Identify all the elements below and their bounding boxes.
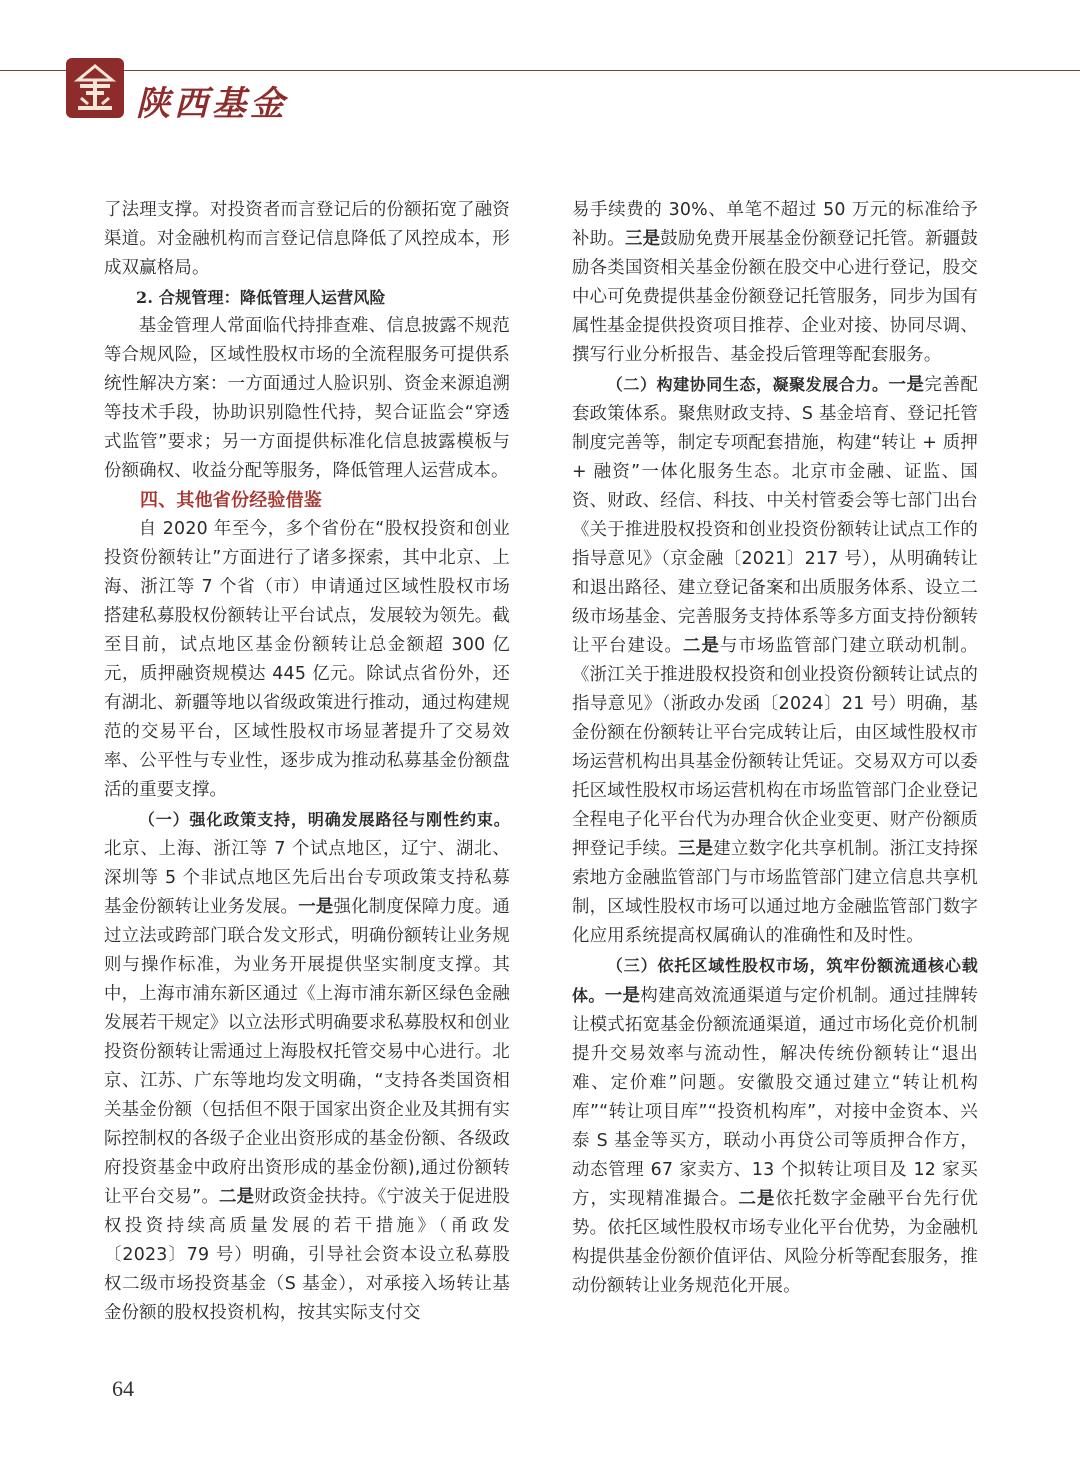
- paragraph: 自 2020 年至今，多个省份在“股权投资和创业投资份额转让”方面进行了诸多探索，其中北京、上海、浙江等 7 个省（市）申请通过区域性股权市场搭建私募股权份额转让平台试点，发展较为领先。截至目前，试点地区基金份额转让总金额超 300 亿元，质押融资规模达 445 亿元。除试点省份外，还有湖北、新疆等地以省级政策进行推动，通过构建规范的交易平台，区域性股权市场显著提升了交易效率、公平性与专业性，逐步成为推动私募基金份额盘活的重要支撑。: [104, 519, 510, 800]
- bold-marker: 一是: [298, 897, 334, 917]
- bold-marker: 三是: [624, 229, 661, 249]
- left-column: [104, 196, 510, 1328]
- text-run: 北京、上海、浙江等 7 个试点地区，辽宁、湖北、深圳等 5 个非试点地区先后出台专项政策支持私募基金份额转让业务发展。: [104, 839, 510, 917]
- paragraph: 基金管理人常面临代持排查难、信息披露不规范等合规风险，区域性股权市场的全流程服务可提供系统性解决方案：一方面通过人脸识别、资金来源追溯等技术手段，协助识别隐性代持，契合证监会“穿透式监管”要求；另一方面提供标准化信息披露模板与份额确权、收益分配等服务，降低管理人运营成本。: [104, 316, 510, 481]
- paragraph: [572, 196, 978, 370]
- paragraph: [572, 951, 978, 1301]
- bold-marker: 三是: [677, 839, 714, 859]
- masthead-title: 陕西基金: [136, 84, 288, 124]
- paragraph-heading: （二）构建协同生态，凝聚发展合力。: [606, 375, 889, 394]
- text-run: 鼓励免费开展基金份额登记托管。新疆鼓励各类国资相关基金份额在股交中心进行登记，股交中心可免费提供基金份额登记托管服务，同步为国有属性基金提供投资项目推荐、企业对接、协同尽调、撰写行业分析报告、基金投后管理等配套服务。: [572, 229, 978, 365]
- bold-marker: 二是: [682, 636, 720, 656]
- paragraph: 了法理支撑。对投资者而言登记后的份额拓宽了融资渠道。对金融机构而言登记信息降低了风控成本，形成双赢格局。: [104, 200, 510, 278]
- text-run: 建立数字化共享机制。浙江支持探索地方金融监管部门与市场监管部门建立信息共享机制，区域性股权市场可以通过地方金融监管部门数字化应用系统提高权属确认的准确性和及时性。: [572, 839, 978, 946]
- text-run: 财政资金扶持。《宁波关于促进股权投资持续高质量发展的若干措施》（甬政发〔2023〕79 号）明确，引导社会资本设立私募股权二级市场投资基金（S 基金），对承接入场转让基金份额的股权投资机构，按其实际支付交: [104, 1187, 510, 1323]
- text-run: 与市场监管部门建立联动机制。《浙江关于推进股权投资和创业投资份额转让试点的指导意见》（浙政办发函〔2024〕21 号）明确，基金份额在份额转让平台完成转让后，由区域性股权市场运营机构出具基金份额转让凭证。交易双方可以委托区域性股权市场运营机构在市场监管部门企业登记全程电子化平台代为办理合伙企业变更、财产份额质押登记手续。: [572, 636, 978, 859]
- bold-marker: 二是: [738, 1189, 776, 1209]
- page-number: 64: [112, 1376, 134, 1401]
- text-run: 易手续费的 30%、单笔不超过 50 万元的标准给予补助。: [572, 200, 978, 249]
- bold-marker: 一是: [888, 375, 925, 395]
- paragraph-heading: （三）依托区域性股权市场，筑牢份额流通核心载体。: [572, 956, 978, 1005]
- header-rule: [0, 70, 1080, 71]
- seal-logo-icon: [66, 58, 124, 118]
- paragraph: [572, 370, 978, 951]
- subheading: 2. 合规管理：降低管理人运营风险: [136, 288, 386, 307]
- section-title: 四、其他省份经验借鉴: [140, 490, 322, 511]
- right-column: [572, 196, 978, 1301]
- bold-marker: 一是: [604, 986, 641, 1006]
- paragraph: [104, 805, 510, 1328]
- text-run: 强化制度保障力度。通过立法或跨部门联合发文形式，明确份额转让业务规则与操作标准，为业务开展提供坚实制度支撑。其中，上海市浦东新区通过《上海市浦东新区绿色金融发展若干规定》以立法形式明确要求私募股权和创业投资份额转让需通过上海股权托管交易中心进行。北京、江苏、广东等地均发文明确，“支持各类国资相关基金份额（包括但不限于国家出资企业及其拥有实际控制权的各级子企业出资形成的基金份额、各级政府投资基金中政府出资形成的基金份额),通过份额转让平台交易”。: [104, 897, 510, 1207]
- text-run: 完善配套政策体系。聚焦财政支持、S 基金培育、登记托管制度完善等，制定专项配套措施，构建“转让 + 质押 + 融资”一体化服务生态。北京市金融、证监、国资、财政、经信、科技、中关村管委会等七部门出台《关于推进股权投资和创业投资份额转让试点工作的指导意见》（京金融〔2021〕217 号），从明确转让和退出路径、建立登记备案和出质服务体系、设立二级市场基金、完善服务支持体系等多方面支持份额转让平台建设。: [572, 375, 979, 656]
- bold-marker: 二是: [219, 1187, 255, 1207]
- paragraph-heading: （一）强化政策支持，明确发展路径与刚性约束。: [138, 810, 510, 829]
- text-run: 依托数字金融平台先行优势。依托区域性股权市场专业化平台优势，为金融机构提供基金份额价值评估、风险分析等配套服务，推动份额转让业务规范化开展。: [572, 1189, 978, 1296]
- text-run: 构建高效流通渠道与定价机制。通过挂牌转让模式拓宽基金份额流通渠道，通过市场化竞价机制提升交易效率与流动性，解决传统份额转让“退出难、定价难”问题。安徽股交通过建立“转让机构库”“转让项目库”“投资机构库”，对接中金资本、兴泰 S 基金等买方，联动小再贷公司等质押合作方，动态管理 67 家卖方、13 个拟转让项目及 12 家买方，实现精准撮合。: [572, 986, 978, 1209]
